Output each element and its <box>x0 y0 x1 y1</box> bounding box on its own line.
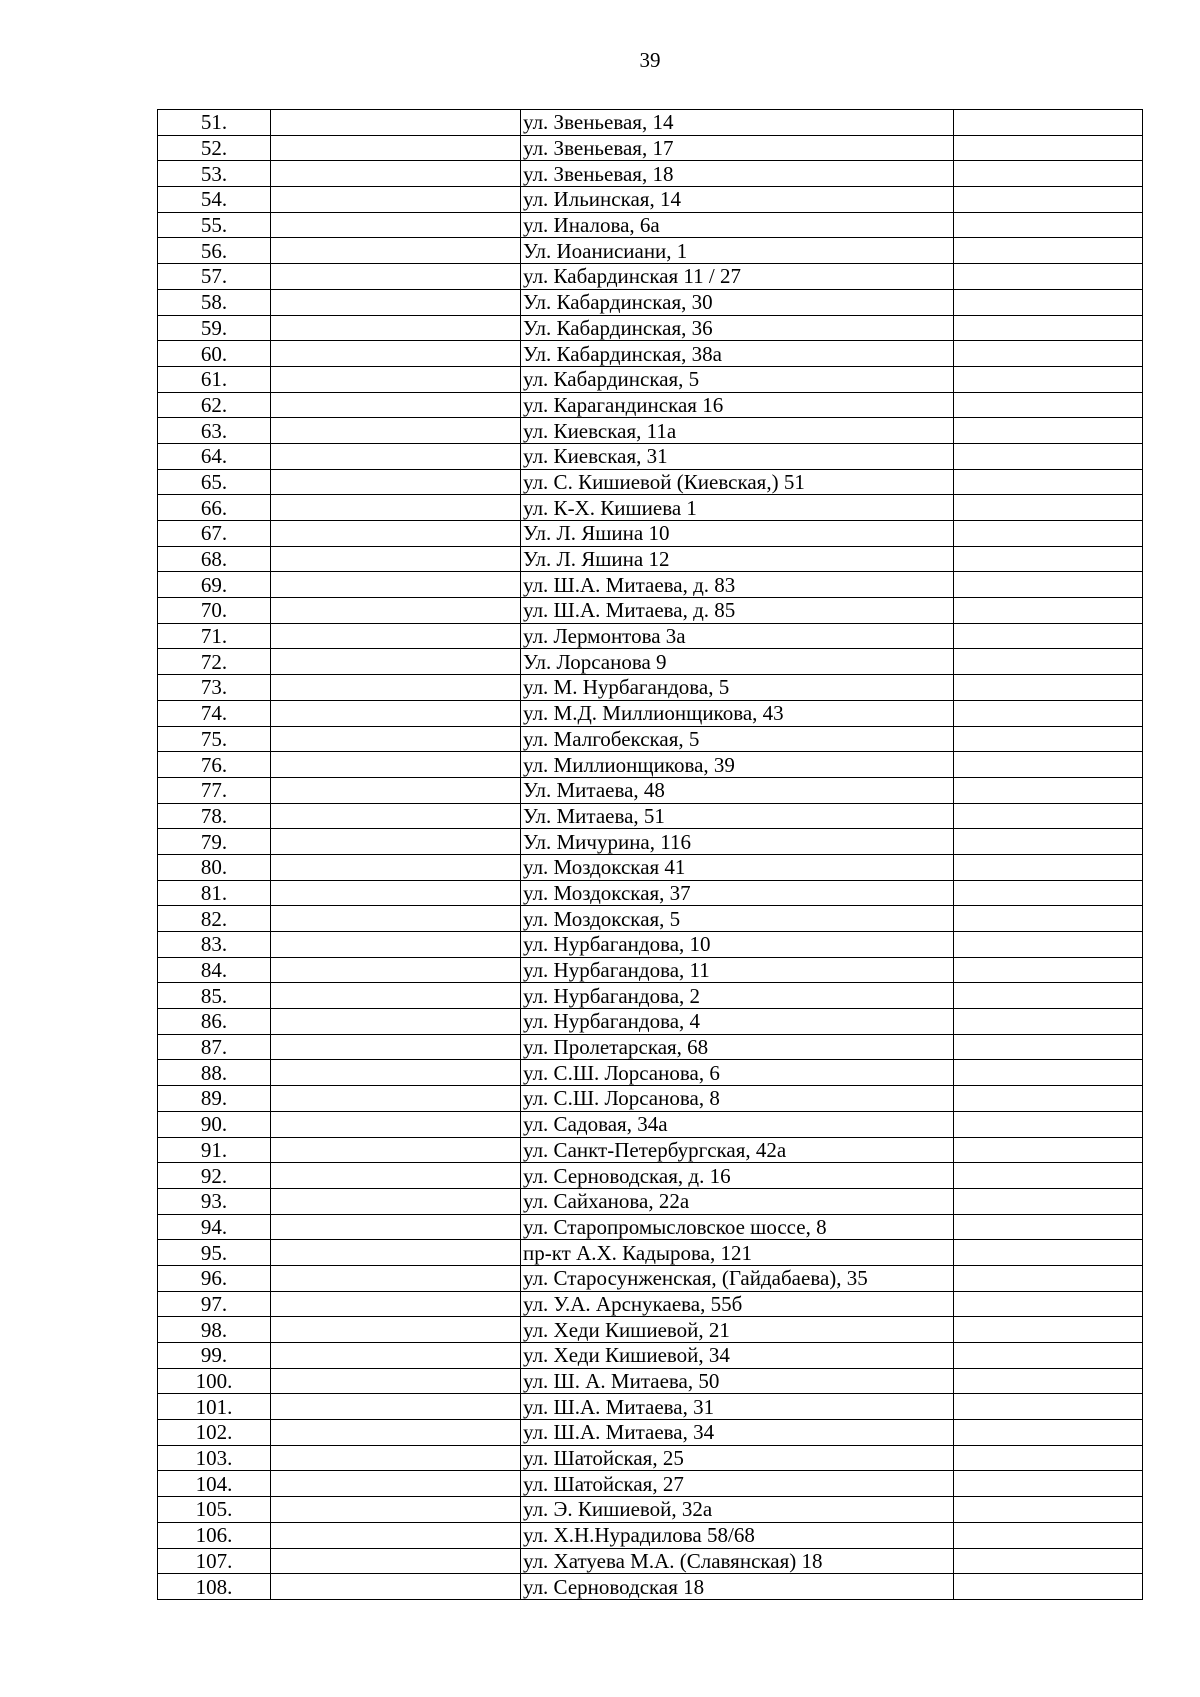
table-row <box>158 1034 1143 1060</box>
row-number-cell: 85. <box>158 983 271 1009</box>
table-row <box>158 212 1143 238</box>
address-cell: ул. К-Х. Кишиева 1 <box>521 495 954 521</box>
address-cell: ул. Миллионщикова, 39 <box>521 752 954 778</box>
empty-cell <box>271 418 521 444</box>
address-cell: ул. Санкт-Петербургская, 42а <box>521 1137 954 1163</box>
empty-cell <box>954 932 1143 958</box>
empty-cell <box>954 983 1143 1009</box>
row-number-cell: 100. <box>158 1368 271 1394</box>
address-cell: ул. Моздокская 41 <box>521 854 954 880</box>
address-cell: ул. Нурбагандова, 2 <box>521 983 954 1009</box>
address-cell: ул. Нурбагандова, 11 <box>521 957 954 983</box>
empty-cell <box>271 495 521 521</box>
table-row <box>158 726 1143 752</box>
row-number-cell: 70. <box>158 598 271 624</box>
row-number-cell: 88. <box>158 1060 271 1086</box>
table-row <box>158 829 1143 855</box>
empty-cell <box>954 1214 1143 1240</box>
address-cell: ул. С.Ш. Лорсанова, 8 <box>521 1086 954 1112</box>
empty-cell <box>271 1420 521 1446</box>
row-number-cell: 68. <box>158 546 271 572</box>
table-row <box>158 1394 1143 1420</box>
address-cell: ул. Ш.А. Митаева, д. 83 <box>521 572 954 598</box>
empty-cell <box>271 854 521 880</box>
table-row <box>158 803 1143 829</box>
row-number-cell: 72. <box>158 649 271 675</box>
empty-cell <box>271 1086 521 1112</box>
empty-cell <box>954 341 1143 367</box>
empty-cell <box>954 803 1143 829</box>
table-row <box>158 1265 1143 1291</box>
row-number-cell: 61. <box>158 366 271 392</box>
table-row <box>158 1343 1143 1369</box>
address-cell: ул. Кабардинская, 5 <box>521 366 954 392</box>
empty-cell <box>271 1548 521 1574</box>
address-cell: Ул. Митаева, 48 <box>521 777 954 803</box>
page-number: 39 <box>639 48 661 72</box>
empty-cell <box>954 1086 1143 1112</box>
table-row <box>158 495 1143 521</box>
empty-cell <box>271 1034 521 1060</box>
empty-cell <box>271 1368 521 1394</box>
table-row <box>158 1240 1143 1266</box>
table-row <box>158 546 1143 572</box>
row-number-cell: 98. <box>158 1317 271 1343</box>
address-cell: ул. С. Кишиевой (Киевская,) 51 <box>521 469 954 495</box>
row-number-cell: 93. <box>158 1188 271 1214</box>
row-number-cell: 108. <box>158 1574 271 1600</box>
table-row <box>158 392 1143 418</box>
table-row <box>158 1086 1143 1112</box>
empty-cell <box>271 983 521 1009</box>
empty-cell <box>271 752 521 778</box>
empty-cell <box>271 1137 521 1163</box>
table-row <box>158 418 1143 444</box>
empty-cell <box>271 1522 521 1548</box>
empty-cell <box>954 1034 1143 1060</box>
empty-cell <box>954 1420 1143 1446</box>
address-cell: ул. Х.Н.Нурадилова 58/68 <box>521 1522 954 1548</box>
empty-cell <box>271 649 521 675</box>
empty-cell <box>271 957 521 983</box>
row-number-cell: 75. <box>158 726 271 752</box>
address-cell: ул. М. Нурбагандова, 5 <box>521 675 954 701</box>
empty-cell <box>954 521 1143 547</box>
address-table <box>157 109 1143 1600</box>
table-row <box>158 264 1143 290</box>
row-number-cell: 95. <box>158 1240 271 1266</box>
empty-cell <box>954 315 1143 341</box>
table-row <box>158 187 1143 213</box>
address-cell: ул. Хатуева М.А. (Славянская) 18 <box>521 1548 954 1574</box>
empty-cell <box>271 1265 521 1291</box>
table-row <box>158 1291 1143 1317</box>
address-cell: ул. У.А. Арснукаева, 55б <box>521 1291 954 1317</box>
empty-cell <box>271 341 521 367</box>
address-cell: Ул. Иоанисиани, 1 <box>521 238 954 264</box>
empty-cell <box>954 418 1143 444</box>
address-cell: ул. Моздокская, 5 <box>521 906 954 932</box>
address-cell: ул. Ш.А. Митаева, 34 <box>521 1420 954 1446</box>
address-cell: Ул. Кабардинская, 30 <box>521 289 954 315</box>
address-cell: ул. Шатойская, 25 <box>521 1445 954 1471</box>
row-number-cell: 74. <box>158 700 271 726</box>
table-row <box>158 906 1143 932</box>
address-cell: Ул. Л. Яшина 10 <box>521 521 954 547</box>
empty-cell <box>271 932 521 958</box>
address-cell: Ул. Кабардинская, 36 <box>521 315 954 341</box>
address-cell: ул. Сайханова, 22а <box>521 1188 954 1214</box>
row-number-cell: 106. <box>158 1522 271 1548</box>
address-cell: ул. Старопромысловское шоссе, 8 <box>521 1214 954 1240</box>
empty-cell <box>271 1163 521 1189</box>
empty-cell <box>954 649 1143 675</box>
table-row <box>158 1111 1143 1137</box>
row-number-cell: 102. <box>158 1420 271 1446</box>
row-number-cell: 59. <box>158 315 271 341</box>
row-number-cell: 83. <box>158 932 271 958</box>
address-cell: ул. Шатойская, 27 <box>521 1471 954 1497</box>
empty-cell <box>271 1111 521 1137</box>
empty-cell <box>271 1317 521 1343</box>
empty-cell <box>271 546 521 572</box>
empty-cell <box>271 161 521 187</box>
empty-cell <box>271 1188 521 1214</box>
address-cell: ул. Ш.А. Митаева, 31 <box>521 1394 954 1420</box>
row-number-cell: 92. <box>158 1163 271 1189</box>
table-row <box>158 521 1143 547</box>
table-row <box>158 957 1143 983</box>
empty-cell <box>271 598 521 624</box>
row-number-cell: 62. <box>158 392 271 418</box>
table-row <box>158 700 1143 726</box>
empty-cell <box>271 572 521 598</box>
address-cell: ул. Киевская, 31 <box>521 443 954 469</box>
empty-cell <box>954 1497 1143 1523</box>
address-cell: ул. С.Ш. Лорсанова, 6 <box>521 1060 954 1086</box>
row-number-cell: 89. <box>158 1086 271 1112</box>
row-number-cell: 55. <box>158 212 271 238</box>
table-row <box>158 1574 1143 1600</box>
address-cell: пр-кт А.Х. Кадырова, 121 <box>521 1240 954 1266</box>
empty-cell <box>954 212 1143 238</box>
empty-cell <box>954 1471 1143 1497</box>
empty-cell <box>271 443 521 469</box>
table-row <box>158 135 1143 161</box>
empty-cell <box>954 880 1143 906</box>
address-cell: ул. М.Д. Миллионщикова, 43 <box>521 700 954 726</box>
row-number-cell: 52. <box>158 135 271 161</box>
address-cell: Ул. Мичурина, 116 <box>521 829 954 855</box>
table-row <box>158 341 1143 367</box>
address-cell: ул. Ильинская, 14 <box>521 187 954 213</box>
row-number-cell: 107. <box>158 1548 271 1574</box>
address-cell: Ул. Лорсанова 9 <box>521 649 954 675</box>
address-cell: ул. Серноводская 18 <box>521 1574 954 1600</box>
row-number-cell: 81. <box>158 880 271 906</box>
table-row <box>158 1137 1143 1163</box>
address-cell: ул. Звеньевая, 17 <box>521 135 954 161</box>
table-row <box>158 932 1143 958</box>
empty-cell <box>271 1497 521 1523</box>
row-number-cell: 56. <box>158 238 271 264</box>
empty-cell <box>954 1163 1143 1189</box>
row-number-cell: 53. <box>158 161 271 187</box>
empty-cell <box>954 829 1143 855</box>
table-row <box>158 161 1143 187</box>
empty-cell <box>954 1009 1143 1035</box>
row-number-cell: 76. <box>158 752 271 778</box>
empty-cell <box>954 1317 1143 1343</box>
address-cell: ул. Э. Кишиевой, 32а <box>521 1497 954 1523</box>
table-row <box>158 649 1143 675</box>
empty-cell <box>954 495 1143 521</box>
empty-cell <box>954 1240 1143 1266</box>
table-row <box>158 1420 1143 1446</box>
empty-cell <box>954 572 1143 598</box>
row-number-cell: 84. <box>158 957 271 983</box>
table-row <box>158 289 1143 315</box>
row-number-cell: 71. <box>158 623 271 649</box>
empty-cell <box>954 1265 1143 1291</box>
empty-cell <box>954 392 1143 418</box>
row-number-cell: 94. <box>158 1214 271 1240</box>
table-row <box>158 1060 1143 1086</box>
empty-cell <box>954 1445 1143 1471</box>
empty-cell <box>954 598 1143 624</box>
row-number-cell: 101. <box>158 1394 271 1420</box>
empty-cell <box>271 289 521 315</box>
empty-cell <box>954 187 1143 213</box>
empty-cell <box>271 1060 521 1086</box>
address-cell: ул. Иналова, 6а <box>521 212 954 238</box>
empty-cell <box>271 1445 521 1471</box>
empty-cell <box>954 1060 1143 1086</box>
address-cell: ул. Нурбагандова, 10 <box>521 932 954 958</box>
row-number-cell: 51. <box>158 110 271 136</box>
empty-cell <box>954 264 1143 290</box>
empty-cell <box>271 264 521 290</box>
row-number-cell: 82. <box>158 906 271 932</box>
table-row <box>158 366 1143 392</box>
address-cell: ул. Серноводская, д. 16 <box>521 1163 954 1189</box>
empty-cell <box>954 110 1143 136</box>
row-number-cell: 65. <box>158 469 271 495</box>
empty-cell <box>271 1291 521 1317</box>
table-row <box>158 1163 1143 1189</box>
table-row <box>158 623 1143 649</box>
empty-cell <box>271 700 521 726</box>
table-row <box>158 1522 1143 1548</box>
empty-cell <box>271 623 521 649</box>
empty-cell <box>954 366 1143 392</box>
row-number-cell: 96. <box>158 1265 271 1291</box>
row-number-cell: 73. <box>158 675 271 701</box>
row-number-cell: 80. <box>158 854 271 880</box>
table-row <box>158 1548 1143 1574</box>
empty-cell <box>954 443 1143 469</box>
empty-cell <box>954 906 1143 932</box>
empty-cell <box>271 392 521 418</box>
table-row <box>158 110 1143 136</box>
empty-cell <box>954 675 1143 701</box>
address-table-body <box>158 110 1143 1600</box>
row-number-cell: 99. <box>158 1343 271 1369</box>
address-cell: ул. Старосунженская, (Гайдабаева), 35 <box>521 1265 954 1291</box>
table-row <box>158 777 1143 803</box>
empty-cell <box>271 238 521 264</box>
empty-cell <box>271 135 521 161</box>
table-row <box>158 854 1143 880</box>
row-number-cell: 54. <box>158 187 271 213</box>
row-number-cell: 63. <box>158 418 271 444</box>
empty-cell <box>954 726 1143 752</box>
row-number-cell: 60. <box>158 341 271 367</box>
empty-cell <box>271 1343 521 1369</box>
empty-cell <box>954 1368 1143 1394</box>
empty-cell <box>954 1394 1143 1420</box>
row-number-cell: 66. <box>158 495 271 521</box>
address-cell: ул. Ш.А. Митаева, д. 85 <box>521 598 954 624</box>
address-cell: ул. Карагандинская 16 <box>521 392 954 418</box>
row-number-cell: 86. <box>158 1009 271 1035</box>
table-row <box>158 1445 1143 1471</box>
row-number-cell: 77. <box>158 777 271 803</box>
empty-cell <box>954 1343 1143 1369</box>
empty-cell <box>954 957 1143 983</box>
empty-cell <box>954 854 1143 880</box>
empty-cell <box>271 521 521 547</box>
row-number-cell: 91. <box>158 1137 271 1163</box>
table-row <box>158 1368 1143 1394</box>
row-number-cell: 64. <box>158 443 271 469</box>
address-cell: Ул. Митаева, 51 <box>521 803 954 829</box>
empty-cell <box>954 546 1143 572</box>
address-cell: ул. Звеньевая, 18 <box>521 161 954 187</box>
table-row <box>158 1317 1143 1343</box>
empty-cell <box>271 829 521 855</box>
row-number-cell: 58. <box>158 289 271 315</box>
table-row <box>158 1009 1143 1035</box>
row-number-cell: 105. <box>158 1497 271 1523</box>
empty-cell <box>271 212 521 238</box>
row-number-cell: 79. <box>158 829 271 855</box>
table-row <box>158 469 1143 495</box>
empty-cell <box>954 1291 1143 1317</box>
empty-cell <box>271 110 521 136</box>
table-row <box>158 238 1143 264</box>
empty-cell <box>271 315 521 341</box>
row-number-cell: 104. <box>158 1471 271 1497</box>
empty-cell <box>271 1240 521 1266</box>
table-row <box>158 443 1143 469</box>
row-number-cell: 78. <box>158 803 271 829</box>
empty-cell <box>954 1188 1143 1214</box>
address-cell: ул. Лермонтова 3а <box>521 623 954 649</box>
empty-cell <box>271 1471 521 1497</box>
table-row <box>158 315 1143 341</box>
table-row <box>158 752 1143 778</box>
empty-cell <box>271 675 521 701</box>
address-cell: ул. Садовая, 34а <box>521 1111 954 1137</box>
empty-cell <box>954 700 1143 726</box>
address-cell: Ул. Л. Яшина 12 <box>521 546 954 572</box>
empty-cell <box>954 1137 1143 1163</box>
table-row <box>158 1471 1143 1497</box>
empty-cell <box>271 726 521 752</box>
address-cell: Ул. Кабардинская, 38а <box>521 341 954 367</box>
address-cell: ул. Нурбагандова, 4 <box>521 1009 954 1035</box>
empty-cell <box>271 880 521 906</box>
table-row <box>158 983 1143 1009</box>
empty-cell <box>271 777 521 803</box>
empty-cell <box>954 161 1143 187</box>
empty-cell <box>954 1574 1143 1600</box>
empty-cell <box>271 906 521 932</box>
empty-cell <box>271 366 521 392</box>
empty-cell <box>271 1574 521 1600</box>
address-cell: ул. Хеди Кишиевой, 21 <box>521 1317 954 1343</box>
empty-cell <box>954 1522 1143 1548</box>
address-cell: ул. Кабардинская 11 / 27 <box>521 264 954 290</box>
table-row <box>158 572 1143 598</box>
empty-cell <box>954 623 1143 649</box>
table-row <box>158 1497 1143 1523</box>
address-cell: ул. Малгобекская, 5 <box>521 726 954 752</box>
empty-cell <box>954 238 1143 264</box>
empty-cell <box>954 469 1143 495</box>
address-cell: ул. Пролетарская, 68 <box>521 1034 954 1060</box>
row-number-cell: 90. <box>158 1111 271 1137</box>
row-number-cell: 103. <box>158 1445 271 1471</box>
table-row <box>158 880 1143 906</box>
empty-cell <box>954 289 1143 315</box>
empty-cell <box>271 1009 521 1035</box>
row-number-cell: 57. <box>158 264 271 290</box>
empty-cell <box>954 752 1143 778</box>
table-row <box>158 1214 1143 1240</box>
row-number-cell: 97. <box>158 1291 271 1317</box>
address-cell: ул. Звеньевая, 14 <box>521 110 954 136</box>
row-number-cell: 87. <box>158 1034 271 1060</box>
table-row <box>158 675 1143 701</box>
table-row <box>158 1188 1143 1214</box>
empty-cell <box>271 469 521 495</box>
table-row <box>158 598 1143 624</box>
address-cell: ул. Моздокская, 37 <box>521 880 954 906</box>
empty-cell <box>271 1214 521 1240</box>
address-cell: ул. Киевская, 11а <box>521 418 954 444</box>
empty-cell <box>954 1111 1143 1137</box>
empty-cell <box>271 803 521 829</box>
empty-cell <box>271 187 521 213</box>
row-number-cell: 69. <box>158 572 271 598</box>
row-number-cell: 67. <box>158 521 271 547</box>
address-cell: ул. Ш. А. Митаева, 50 <box>521 1368 954 1394</box>
address-cell: ул. Хеди Кишиевой, 34 <box>521 1343 954 1369</box>
empty-cell <box>954 777 1143 803</box>
empty-cell <box>271 1394 521 1420</box>
empty-cell <box>954 135 1143 161</box>
empty-cell <box>954 1548 1143 1574</box>
